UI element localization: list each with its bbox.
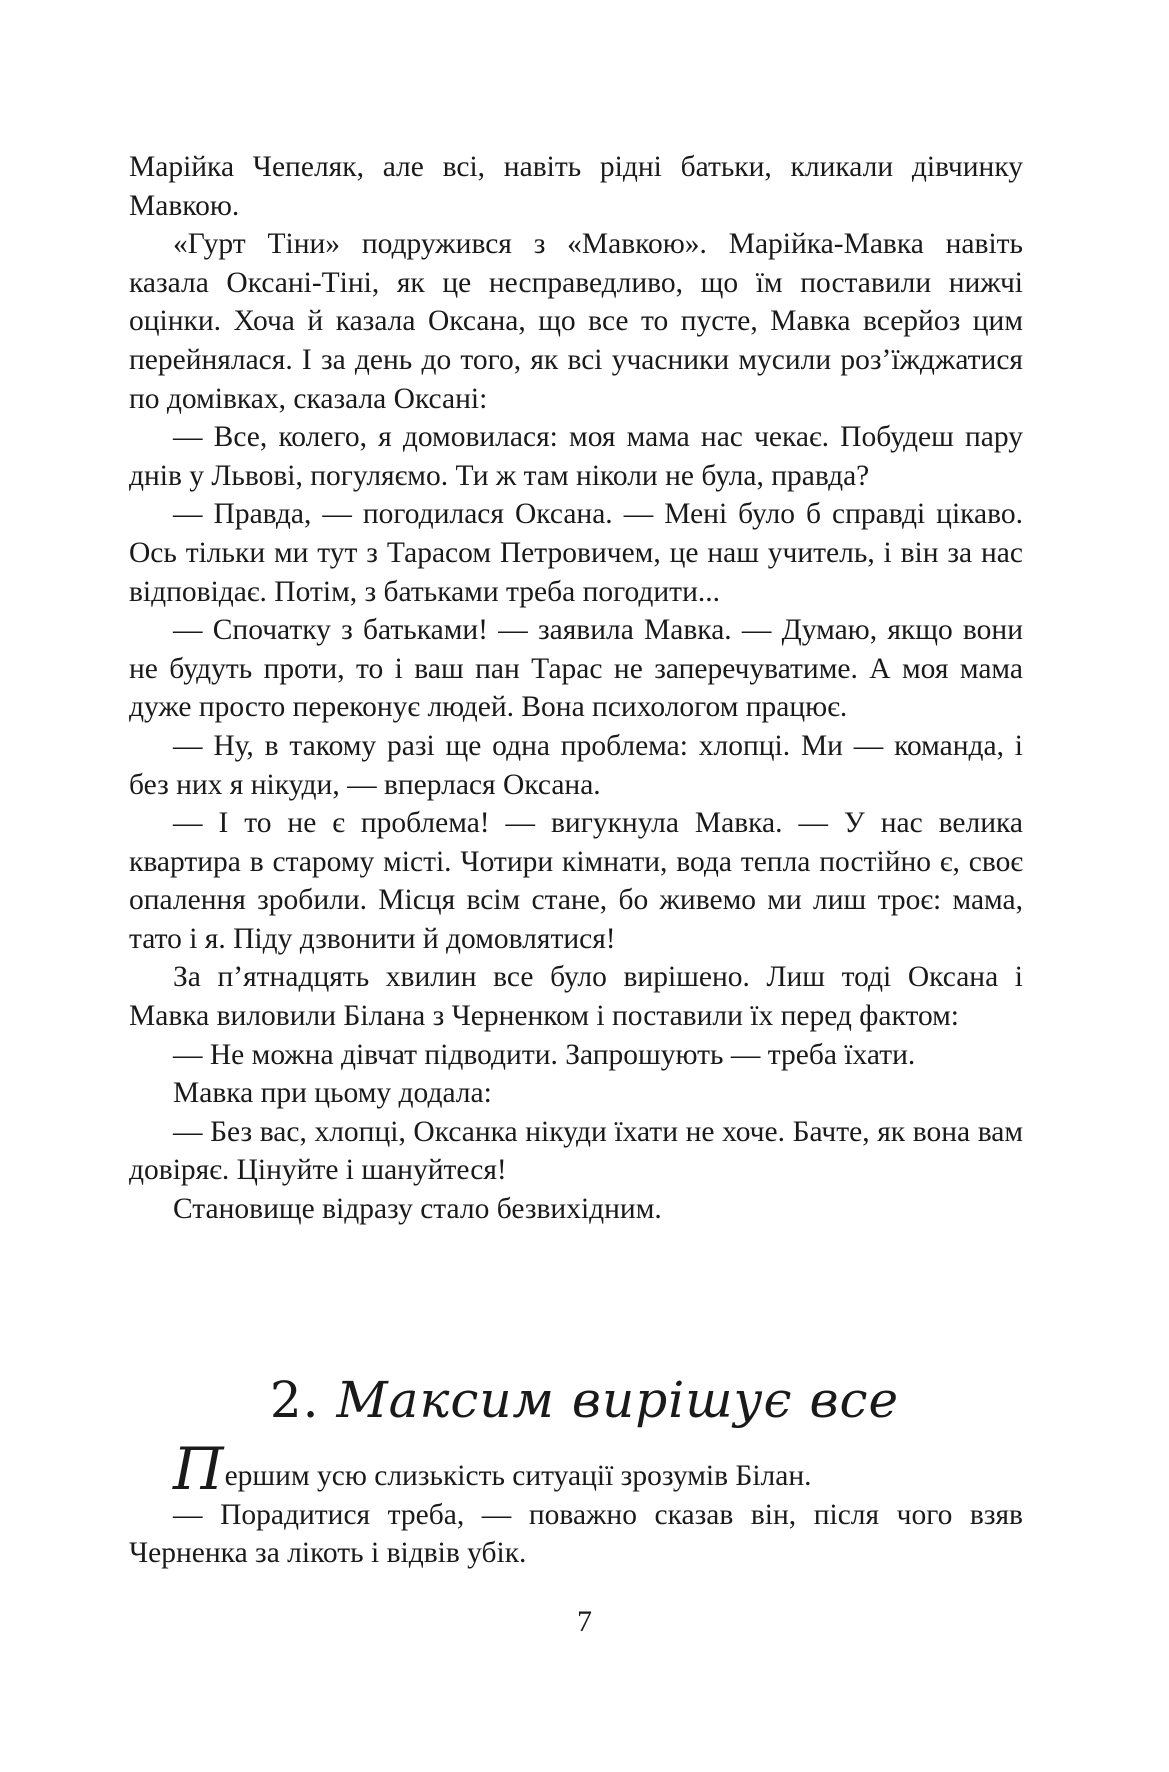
chapter-body-text	[129, 1435, 1023, 1573]
paragraph: — Без вас, хлопці, Оксанка нікуди їхати не хоче. Бачте, як вона вам довіряє. Цінуйте і шануйтеся!	[129, 1115, 1023, 1187]
chapter-number: 2.	[269, 1371, 320, 1429]
paragraph: Становище відразу стало безвихідним.	[173, 1193, 662, 1226]
paragraph: Марійка Чепеляк, але всі, навіть рідні батьки, кликали дівчинку Мавкою.	[129, 151, 1023, 222]
paragraph: — Ну, в такому разі ще одна проблема: хлопці. Ми — команда, і без них я нікуди, — вперлася Оксана.	[129, 729, 1023, 801]
paragraph: — Правда, — погодилася Оксана. — Мені було б справді цікаво. Ось тільки ми тут з Тарасом Петровичем, це наш учитель, і він за нас відповідає. Потім, з батьками треба погодити...	[129, 498, 1023, 608]
body-text	[129, 148, 1023, 1229]
chapter-title: Максим вирішує все	[336, 1371, 900, 1429]
drop-cap: П	[173, 1435, 224, 1503]
paragraph: Мавка при цьому додала:	[173, 1077, 492, 1110]
chapter-heading	[0, 1370, 1169, 1430]
paragraph: — Порадитися треба, — поважно сказав він, після чого взяв Черненка за лікоть і відвів убік.	[129, 1498, 1023, 1570]
page-number: 7	[577, 1605, 592, 1638]
paragraph: — Все, колего, я домовилася: моя мама нас чекає. Побудеш пару днів у Львові, погуляємо. Ти ж там ніколи не була, правда?	[129, 421, 1023, 492]
paragraph: За п’ятнадцять хвилин все було вирішено. Лиш тоді Оксана і Мавка виловили Білана з Черненком і поставили їх перед фактом:	[129, 961, 1023, 1033]
paragraph: «Гурт Тіни» подружився з «Мавкою». Марійка-Мавка навіть казала Оксані-Тіні, як це несправедливо, що їм поставили нижчі оцінки. Хоча й казала Оксана, що все то пусте, Мавка всерйоз цим перейнялася. І за день до того, як всі учасники мусили роз’їжджатися по домівках, сказала Оксані:	[129, 228, 1023, 415]
paragraph: — Не можна дівчат підводити. Запрошують — треба їхати.	[173, 1038, 916, 1071]
paragraph-with-dropcap	[129, 1435, 1023, 1503]
paragraph: — Спочатку з батьками! — заявила Мавка. — Думаю, якщо вони не будуть проти, то і ваш пан Тарас не заперечуватиме. А моя мама дуже просто переконує людей. Вона психологом працює.	[129, 614, 1023, 724]
paragraph: — І то не є проблема! — вигукнула Мавка. — У нас велика квартира в старому місті. Чотири кімнати, вода тепла постійно є, своє опалення зробили. Місця всім стане, бо живемо ми лиш троє: мама, тато і я. Піду дзвонити й домовлятися!	[129, 807, 1023, 955]
paragraph-rest: ершим усю слизькість ситуації зрозумів Білан.	[224, 1460, 812, 1492]
